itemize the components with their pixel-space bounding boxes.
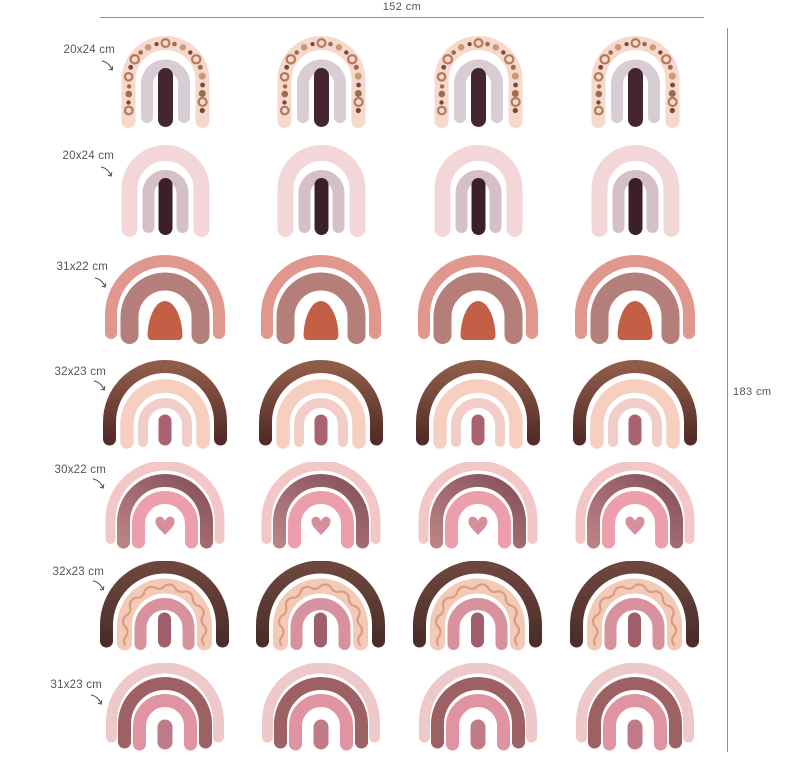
rainbow-sticker bbox=[256, 360, 386, 452]
size-label: 32x23 cm bbox=[52, 566, 104, 578]
rainbow-sticker bbox=[415, 663, 541, 753]
rainbow-sticker bbox=[274, 33, 369, 130]
rainbow-sticker bbox=[573, 255, 697, 347]
rainbow-sticker bbox=[588, 33, 683, 130]
rainbow-sticker bbox=[568, 561, 701, 654]
rainbow-sticker bbox=[103, 255, 227, 347]
rainbow-sticker bbox=[411, 561, 544, 654]
size-label: 32x23 cm bbox=[54, 366, 106, 378]
rainbow-sticker bbox=[415, 462, 541, 552]
rainbow-sticker bbox=[118, 33, 213, 130]
size-label: 20x24 cm bbox=[62, 150, 114, 162]
pointer-arrow-icon bbox=[100, 165, 115, 180]
size-label: 31x22 cm bbox=[56, 261, 108, 273]
rainbow-sticker bbox=[431, 143, 526, 240]
rainbow-sticker bbox=[258, 663, 384, 753]
width-dimension-line bbox=[100, 17, 704, 18]
rainbow-sticker bbox=[98, 561, 231, 654]
rainbow-sticker bbox=[254, 561, 387, 654]
rainbow-sticker bbox=[118, 143, 213, 240]
rainbow-sticker bbox=[572, 462, 698, 552]
size-label: 20x24 cm bbox=[63, 44, 115, 56]
rainbow-sticker bbox=[102, 462, 228, 552]
size-label: 30x22 cm bbox=[54, 464, 106, 476]
rainbow-sticker bbox=[413, 360, 543, 452]
height-dimension-line bbox=[727, 28, 728, 752]
rainbow-sticker bbox=[572, 663, 698, 753]
width-dimension-label: 152 cm bbox=[382, 1, 422, 13]
rainbow-sticker bbox=[416, 255, 540, 347]
rainbow-sticker bbox=[274, 143, 369, 240]
rainbow-sticker bbox=[431, 33, 526, 130]
rainbow-sticker bbox=[588, 143, 683, 240]
height-dimension-label: 183 cm bbox=[733, 386, 772, 398]
rainbow-sticker bbox=[259, 255, 383, 347]
rainbow-sticker bbox=[258, 462, 384, 552]
size-label: 31x23 cm bbox=[50, 679, 102, 691]
rainbow-sticker bbox=[570, 360, 700, 452]
pointer-arrow-icon bbox=[101, 59, 116, 74]
rainbow-sticker bbox=[100, 360, 230, 452]
rainbow-sticker bbox=[102, 663, 228, 753]
